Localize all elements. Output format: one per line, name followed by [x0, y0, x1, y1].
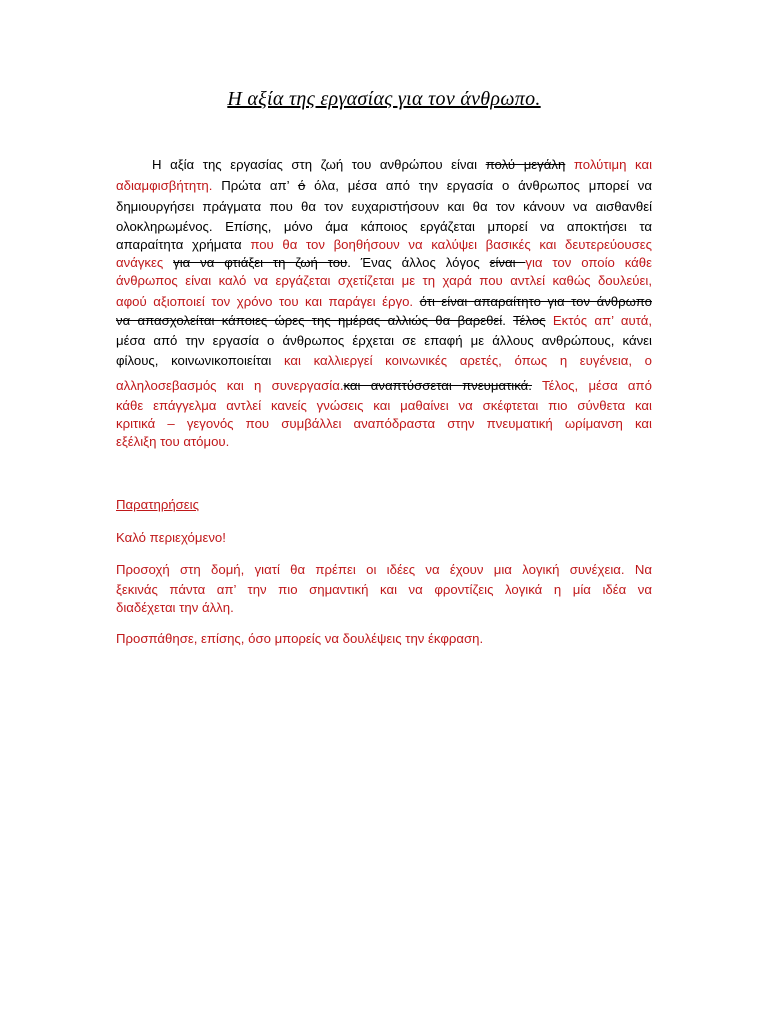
note-line: ξεκινάς πάντα απ’ την πιο σημαντική και να φροντίζεις λογικά η μία ιδέα να [116, 582, 652, 597]
note-item: Προσπάθησε, επίσης, όσο μπορείς να δουλέψεις την έκφραση. [116, 631, 484, 646]
correction-text: Εκτός απ’ αυτά, [545, 313, 652, 328]
note-line: Προσοχή στη δομή, γιατί θα πρέπει οι ιδέες να έχουν μια λογική συνέχεια. Να [116, 562, 652, 577]
correction-text: πολύτιμη και [573, 157, 652, 172]
body-text: όλα, μέσα από την εργασία ο άνθρωπος μπορεί να [305, 178, 652, 193]
essay-line: δημιουργήσει πράγματα που θα τον ευχαριστήσουν και θα τον κάνουν να αισθανθεί [116, 199, 652, 214]
deleted-text: είναι [489, 255, 526, 270]
essay-line: άνθρωπος είναι καλό να εργάζεται σχετίζεται με τη χαρά που αντλεί καθώς δουλεύει, [116, 273, 652, 288]
essay-line [152, 155, 652, 175]
essay-line: εξέλιξη του ατόμου. [116, 434, 230, 449]
document-title: Η αξία της εργασίας για τον άνθρωπο. [227, 88, 541, 110]
body-text: . [502, 313, 513, 328]
correction-text: ανάγκες [116, 255, 164, 270]
body-text: Πρώτα απ’ [221, 178, 298, 193]
correction-text: Τέλος, μέσα από [541, 378, 652, 393]
body-text: Η αξία της εργασίας στη ζωή του ανθρώπου είναι [152, 157, 478, 172]
deleted-text: να απασχολείται κάποιες ώρες της ημέρας αλλιώς θα βαρεθεί [116, 313, 503, 328]
essay-line [116, 235, 652, 255]
essay-line [116, 351, 652, 371]
notes-heading: Παρατηρήσεις [116, 497, 199, 512]
essay-line: κριτικά – γεγονός που συμβάλλει αναπόδραστα στην πνευματική ωρίμανση και [116, 416, 652, 431]
essay-line: κάθε επάγγελμα αντλεί κανείς γνώσεις και μαθαίνει να σκέφτεται πιο σύνθετα και [116, 398, 652, 413]
essay-line [116, 311, 652, 331]
deleted-text: και αναπτύσσεται πνευματικά. [343, 378, 532, 393]
essay-line: ολοκληρωμένος. Επίσης, μόνο άμα κάποιος εργάζεται μπορεί να αποκτήσει τα [116, 219, 652, 234]
correction-text: και καλλιεργεί κοινωνικές αρετές, όπως η ευγένεια, ο [283, 353, 653, 368]
essay-line [116, 376, 652, 396]
note-line: διαδέχεται την άλλη. [116, 600, 234, 615]
essay-line: μέσα από την εργασία ο άνθρωπος έρχεται σε επαφή με άλλους ανθρώπους, κάνει [116, 333, 652, 348]
body-text: . Ένας άλλος λόγος [347, 255, 480, 270]
deleted-text: ό [297, 178, 306, 193]
body-text: απαραίτητα χρήματα [116, 237, 242, 252]
deleted-text: Τέλος [512, 313, 546, 328]
correction-text: αλληλοσεβασμός και η συνεργασία. [116, 378, 344, 393]
essay-line [116, 292, 652, 312]
correction-text: για τον οποίο κάθε [525, 255, 652, 270]
essay-line [116, 176, 652, 196]
note-item: Καλό περιεχόμενο! [116, 530, 226, 545]
deleted-text: πολύ μεγάλη [485, 157, 566, 172]
essay-line [116, 253, 652, 273]
deleted-text: για να φτιάξει τη ζωή του [173, 255, 348, 270]
correction-text: αφού αξιοποιεί τον χρόνο του και παράγει έργο. [116, 294, 414, 309]
correction-text: που θα τον βοηθήσουν να καλύψει βασικές και δευτερεύουσες [250, 237, 653, 252]
body-text: φίλους, κοινωνικοποιείται [116, 353, 272, 368]
correction-text: αδιαμφισβήτητη. [116, 178, 213, 193]
deleted-text: ότι είναι απαραίτητο για τον άνθρωπο [419, 294, 652, 309]
